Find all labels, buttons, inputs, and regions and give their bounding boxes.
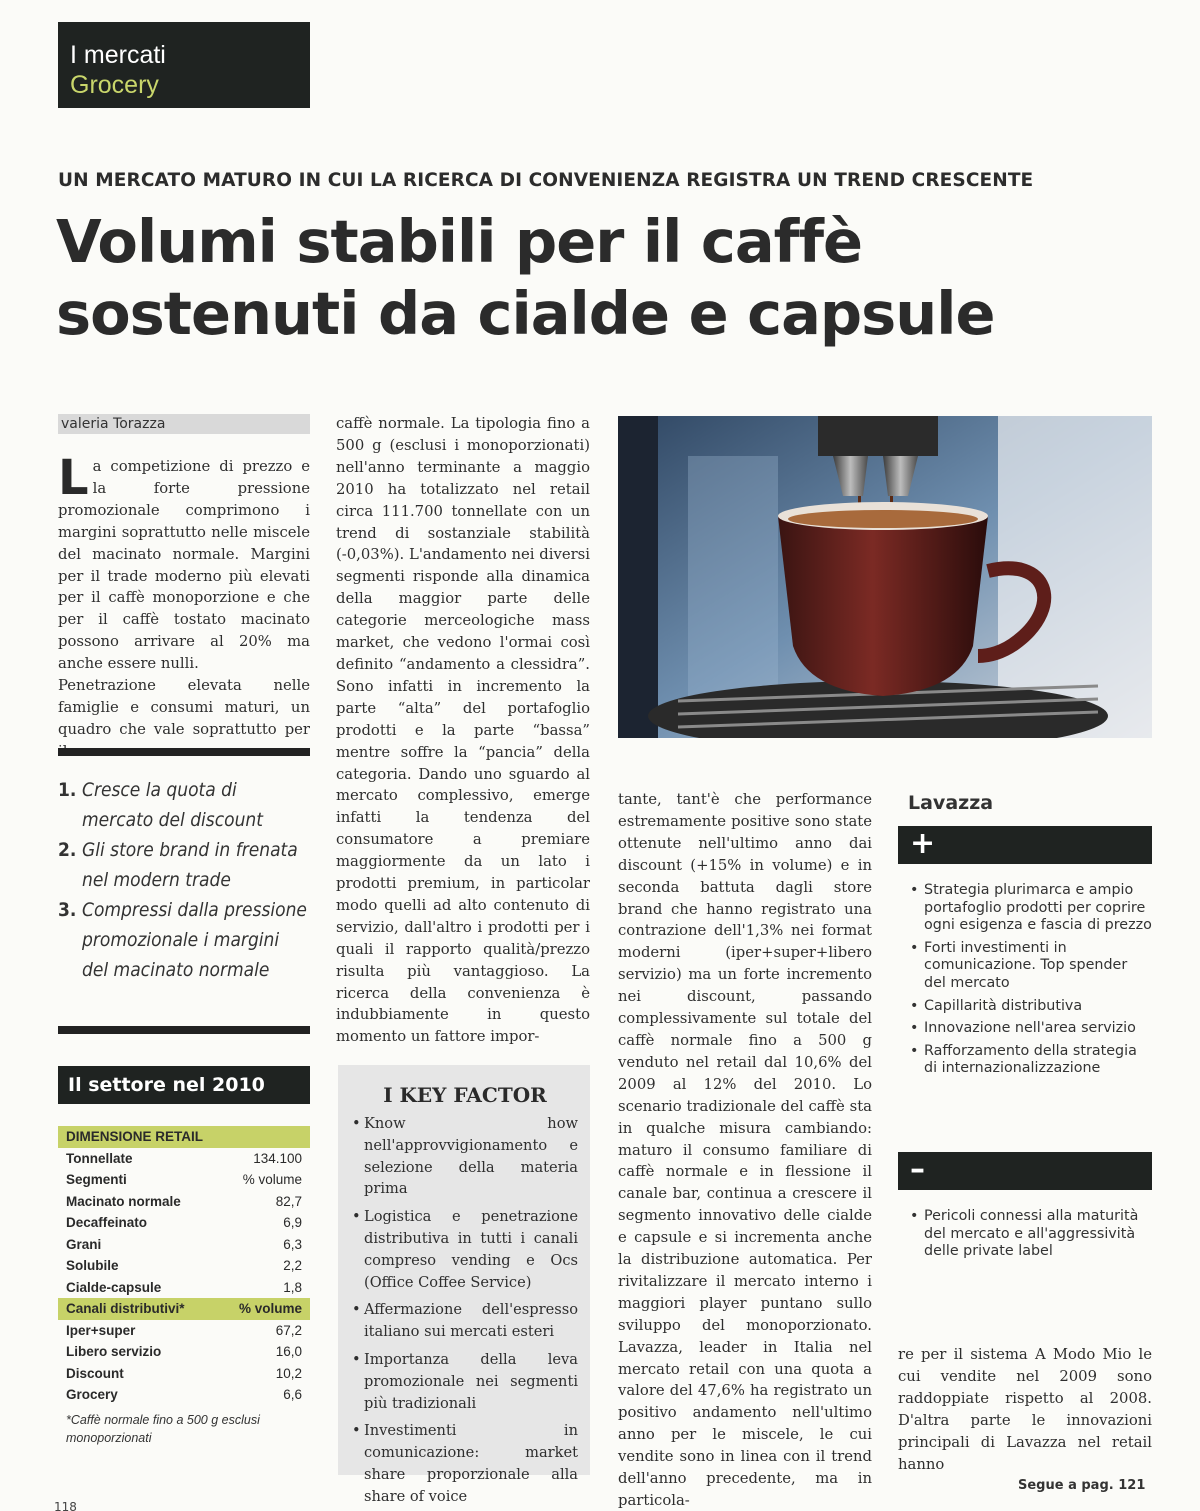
minus-icon: – [910,1152,925,1187]
article-column-3 [618,789,872,1511]
row-value: 2,2 [283,1258,302,1274]
highlight-text: Compressi dalla pressione promozionale i margini del macinato normale [82,899,307,981]
strengths-bar [898,826,1152,864]
highlight-number: 2. [58,839,77,861]
key-factor-item: • Importanza della leva promozionale nei segmenti più tradizionali [352,1349,578,1414]
row-label: Iper+super [66,1322,136,1338]
strengths-list [906,882,1152,1083]
continued-notice: Segue a pag. 121 [1018,1478,1146,1493]
row-value: 10,2 [275,1365,302,1381]
row-label: Libero servizio [66,1344,162,1360]
article-paragraph: a competizione di prezzo e la forte pressione promozionale comprimono i margini soprattutto nelle miscele del macinato normale. Margini per il trade moderno più elevati per il caffè monoporzione e che per il caffè tostato macinato possono arrivare al 20% ma anche essere nulli. [58,458,310,673]
row-value: 1,8 [283,1279,302,1295]
divider-rule [58,1026,310,1034]
section-name: I mercati [70,41,166,69]
key-factor-item: • Logistica e penetrazione distributiva in tutti i canali compreso vending e Ocs (Office Coffee Service) [352,1206,578,1293]
table-row [58,1212,310,1234]
table-header: DIMENSIONE RETAIL [58,1126,310,1148]
table-row [58,1341,310,1363]
table-header-value: % volume [217,1298,310,1320]
headline-line-2: sostenuti da cialde e capsule [56,279,995,348]
highlight-item [58,895,310,985]
row-label: Grani [66,1236,102,1252]
row-value: 16,0 [275,1344,302,1360]
row-label: Discount [66,1365,124,1381]
row-value: % volume [242,1172,302,1188]
article-column-4 [898,1344,1152,1475]
key-factor-item: • Know how nell'approvvigionamento e selezione della materia prima [352,1113,578,1200]
drop-cap: L [58,450,89,506]
kicker: UN MERCATO MATURO IN CUI LA RICERCA DI CONVENIENZA REGISTRA UN TREND CRESCENTE [58,170,1034,191]
key-factor-item: • Investimenti in comunicazione: market share proporzionale alla share of voice [352,1420,578,1507]
weaknesses-list [906,1208,1152,1266]
article-paragraph: caffè normale. La tipologia fino a 500 g (esclusi i monoporzionati) nell'anno terminante a maggio 2010 ha totalizzato nel retail circa 111.700 tonnellate con un trend di sostanziale stabilità (-0,03%). L'andamento nei diversi segmenti risponde alla dinamica della maggior parte delle categorie merceologiche mass market, che vedono l'ormai così definito “andamento a clessidra”. Sono infatti in incremento la parte “alta” del portafoglio prodotti e la parte “bassa” mentre soffre la “pancia” della categoria. Dando uno sguardo al mercato complessivo, emerge infatti la tendenza del consumatore a premiare maggiormente da un lato i prodotti premium, in particolar modo quelli ad alto contenuto di servizio, dall'altro i prodotti per i quali il rapporto qualità/prezzo risulta più vantaggioso. La ricerca della convenienza è indubbiamente in questo momento un fattore impor- [336,415,590,1046]
row-value: 6,6 [283,1387,302,1403]
plus-icon: + [910,826,936,861]
highlight-item [58,835,310,895]
highlight-item [58,775,310,835]
row-value: 82,7 [275,1193,302,1209]
key-factor-box [338,1065,590,1505]
row-label: Macinato normale [66,1193,181,1209]
highlight-text: Cresce la quota di mercato del discount [82,779,263,831]
row-value: 6,9 [283,1215,302,1231]
sector-table [58,1126,310,1406]
highlight-text: Gli store brand in frenata nel modern trade [82,839,298,891]
table-row [58,1191,310,1213]
table-row [58,1169,310,1191]
article-paragraph: re per il sistema A Modo Mio le cui vendite nel 2009 sono raddoppiate rispetto al 2008. D'altra parte le innovazioni principali di Lavazza nel retail hanno [898,1346,1152,1473]
sector-title: Il settore nel 2010 [58,1066,310,1104]
lavazza-title: Lavazza [908,792,994,814]
row-label: Tonnellate [66,1150,133,1166]
row-label: Cialde-capsule [66,1279,162,1295]
espresso-cup-illustration [618,416,1152,738]
table-header: Canali distributivi* [58,1298,217,1320]
weaknesses-bar [898,1152,1152,1190]
strength-item: • Innovazione nell'area servizio [906,1020,1152,1038]
row-label: Grocery [66,1387,118,1403]
table-row [58,1384,310,1406]
strength-item: • Strategia plurimarca e ampio portafoglio prodotti per coprire ogni esigenza e fascia di prezzo [906,882,1152,935]
row-label: Decaffeinato [66,1215,148,1231]
key-factor-title: I KEY FACTOR [383,1083,547,1107]
row-label: Solubile [66,1258,119,1274]
row-value: 6,3 [283,1236,302,1252]
table-row [58,1363,310,1385]
key-factor-item: • Affermazione dell'espresso italiano sui mercati esteri [352,1299,578,1343]
row-label: Segmenti [66,1172,127,1188]
strength-item: • Capillarità distributiva [906,998,1152,1016]
article-paragraph: tante, tant'è che performance estremamente positive sono state ottenute nell'ultimo anno dai discount (+15% in volume) e in seconda battuta dagli store brand che hanno registrato una contrazione dell'1,3% nei format moderni (iper+super+libero servizio) ma un forte incremento nei discount, passando complessivamente sul totale del caffè normale fino a 500 g venduto nel retail dal 10,6% del 2009 al 12% del 2010. Lo scenario tradizionale del caffè sta in qualche misura cambiando: maturo il consumo familiare di caffè normale e in flessione il canale bar, continua a crescere il segmento innovativo delle cialde e capsule e si incrementa anche la distribuzione automatica. Per rivitalizzare il mercato interno i maggiori player puntano sullo sviluppo del monoporzionato. Lavazza, leader in Italia nel mercato retail con una quota a valore del 47,6% ha registrato un positivo andamento nell'ultimo anno per le miscele, le cui vendite sono in linea con il trend dell'anno precedente, ma in particola- [618,791,872,1509]
weakness-item: • Pericoli connessi alla maturità del mercato e all'aggressività delle private label [906,1208,1152,1261]
article-paragraph: Penetrazione elevata nelle famiglie e consumi maturi, un quadro che vale soprattutto per [58,677,310,738]
byline: valeria Torazza [58,414,310,434]
row-value: 134.100 [253,1150,302,1166]
table-footnote: *Caffè normale fino a 500 g esclusi monoporzionati [66,1413,260,1445]
highlights-list [58,775,310,985]
table-row [58,1234,310,1256]
table-row [58,1320,310,1342]
row-value: 67,2 [275,1322,302,1338]
key-factor-list [352,1113,578,1508]
table-row [58,1277,310,1299]
highlight-number: 1. [58,779,77,801]
table-header-row [58,1298,310,1320]
table-row [58,1255,310,1277]
article-column-2 [336,413,590,1048]
strength-item: • Forti investimenti in comunicazione. Top spender del mercato [906,940,1152,993]
espresso-cup-photo [618,416,1152,738]
strength-item: • Rafforzamento della strategia di internazionalizzazione [906,1043,1152,1078]
subsection-name: Grocery [70,71,159,99]
headline [56,206,1176,350]
divider-rule [58,748,310,756]
table-header-row [58,1126,310,1148]
highlight-number: 3. [58,899,77,921]
page-number: 118 [54,1500,77,1511]
section-tag [58,22,310,108]
table-row [58,1148,310,1170]
article-column-1 [58,450,310,763]
headline-line-1: Volumi stabili per il caffè [56,207,863,276]
